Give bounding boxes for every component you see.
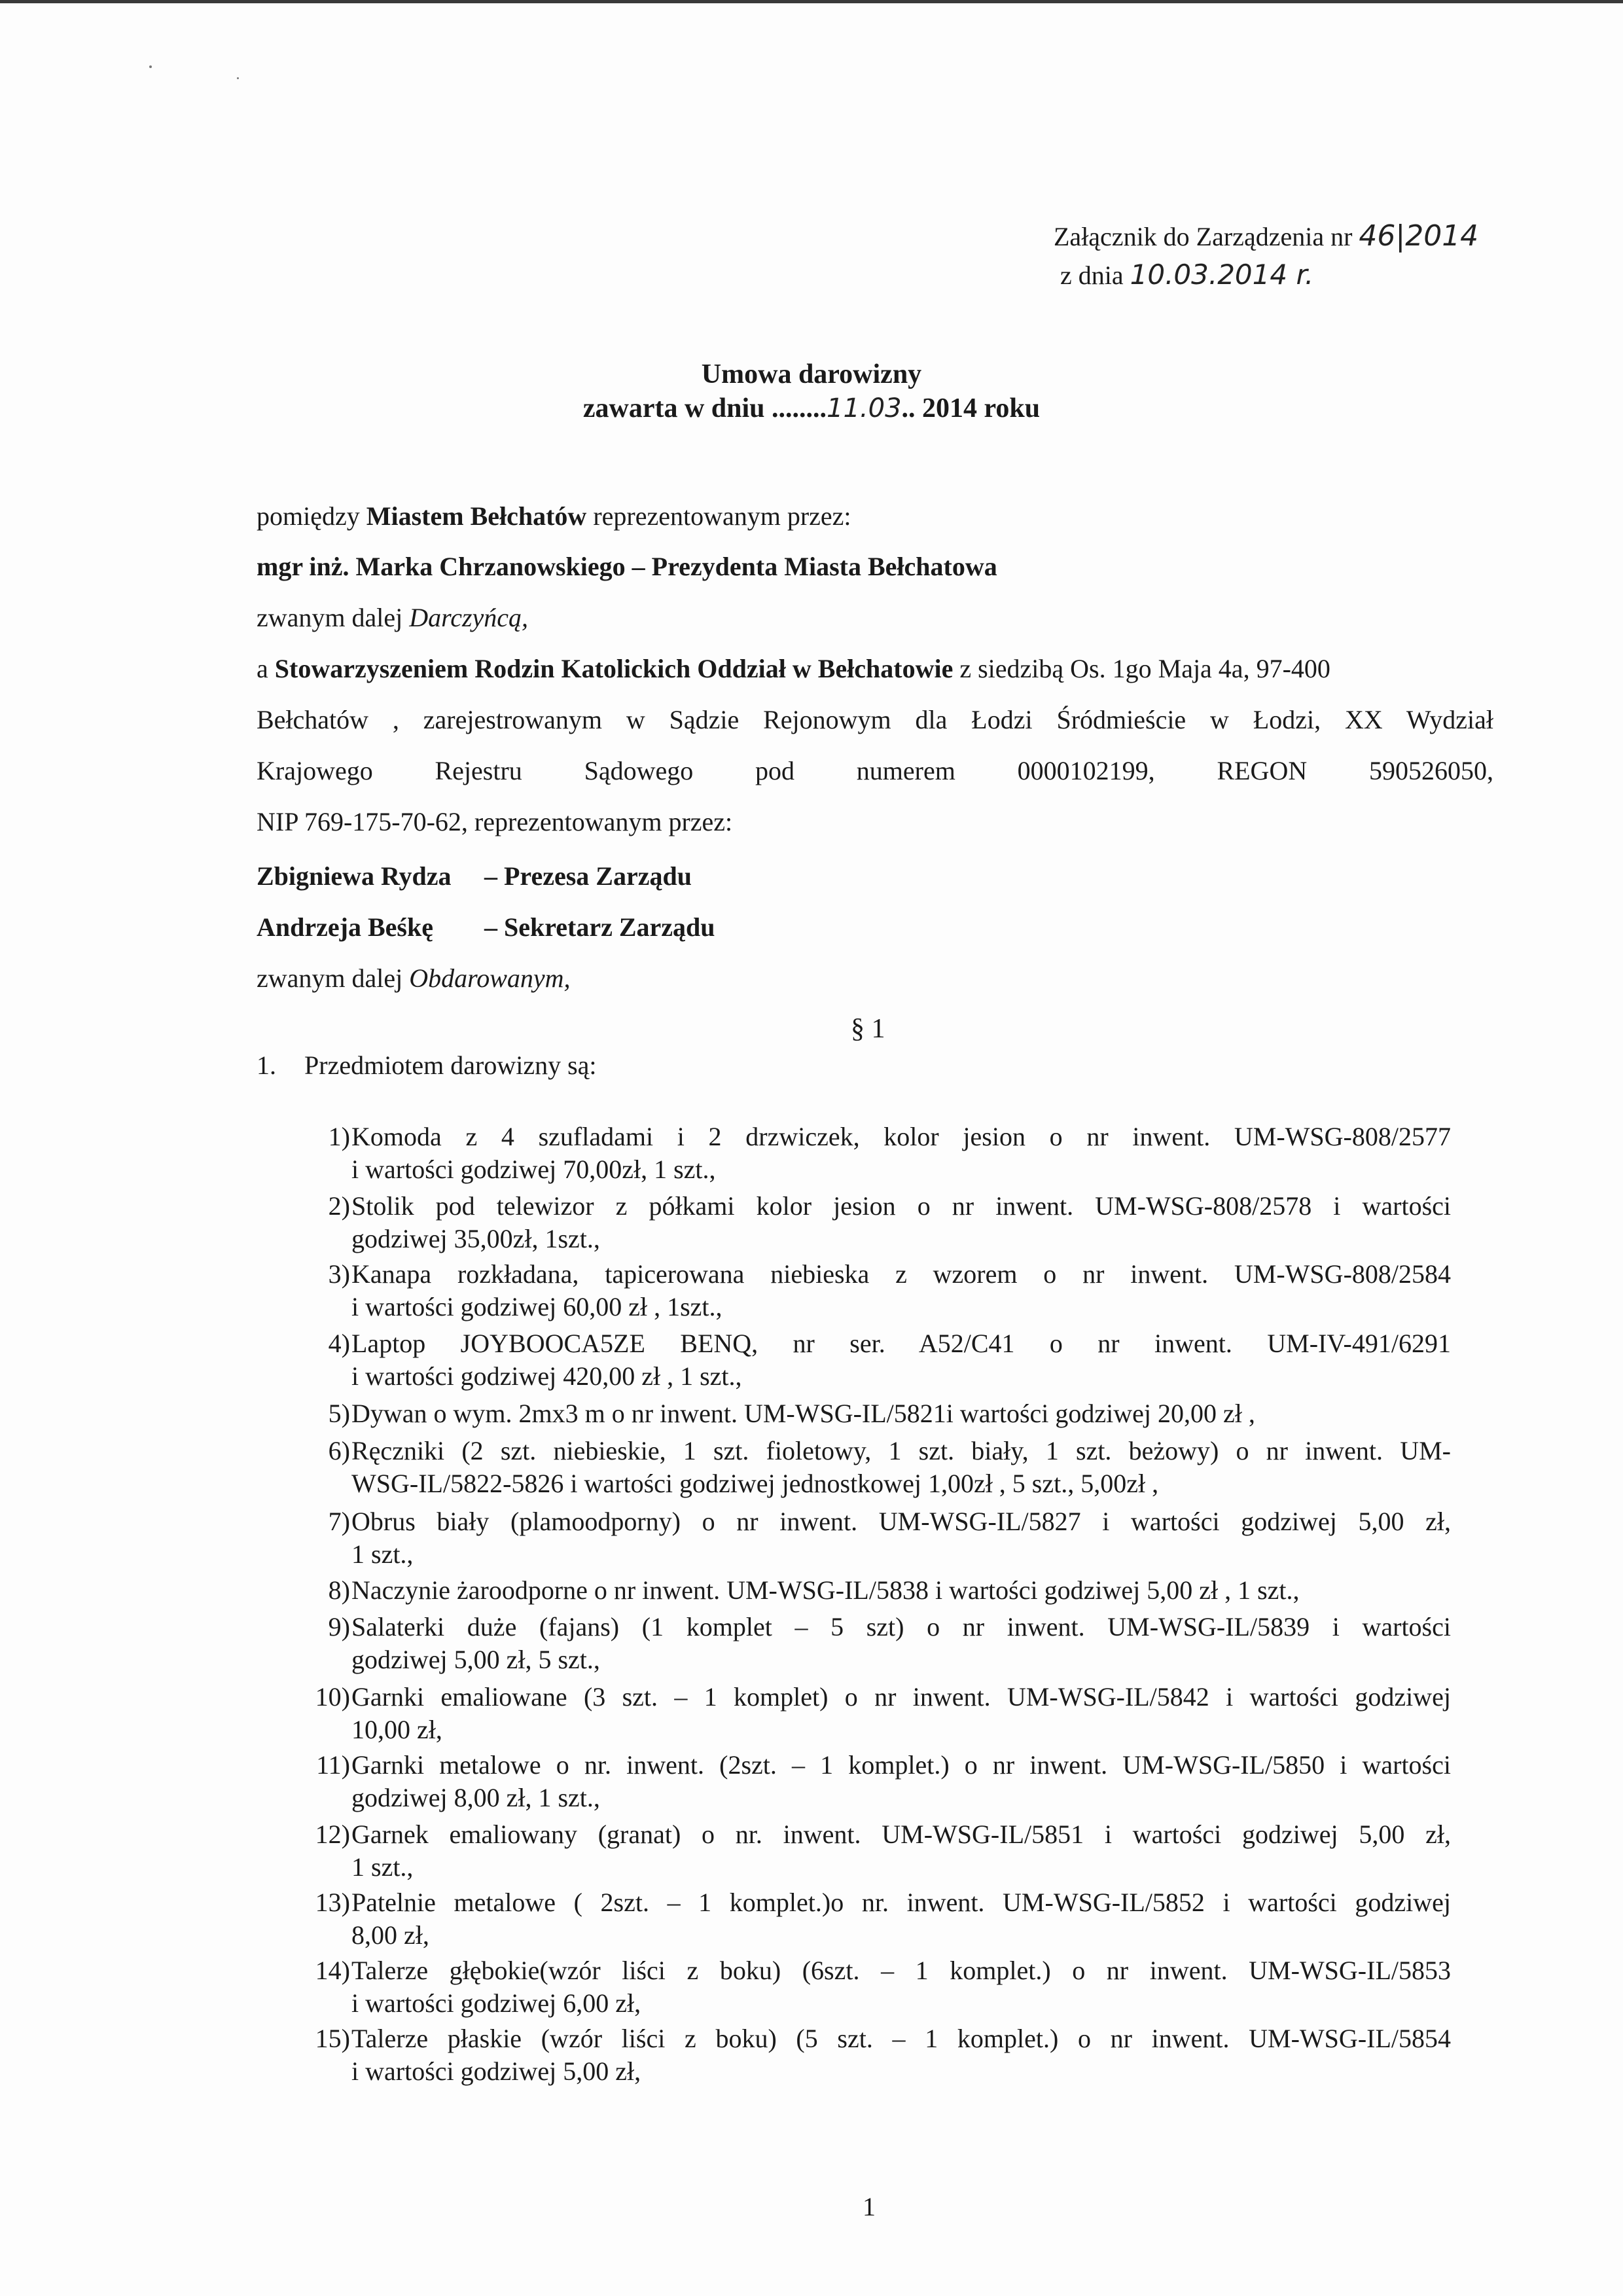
item-number: 8) <box>328 1575 350 1605</box>
point-text: Przedmiotem darowizny są: <box>304 1050 597 1080</box>
scan-speck <box>237 77 239 79</box>
annex-number: 46|2014 <box>1359 219 1479 253</box>
item-number: 13) <box>315 1888 350 1917</box>
item-number: 7) <box>328 1507 350 1536</box>
item-line-1: Naczynie żaroodporne o nr inwent. UM-WSG-IL/5838 i wartości godziwej 5,00 zł , 1 szt., <box>351 1575 1300 1605</box>
scan-speck <box>149 65 152 68</box>
item-line-2: 10,00 zł, <box>351 1715 442 1744</box>
item-line-1: Talerze głębokie(wzór liści z boku) (6szt. – 1 komplet.) o nr inwent. UM-WSG-IL/5853 <box>351 1956 1451 1985</box>
item-line-1: Ręczniki (2 szt. niebieskie, 1 szt. fioletowy, 1 szt. biały, 1 szt. beżowy) o nr inwent. UM- <box>351 1436 1451 1465</box>
item-number: 15) <box>315 2024 350 2053</box>
item-line-2: i wartości godziwej 420,00 zł , 1 szt., <box>351 1361 742 1391</box>
item-line-2: godziwej 35,00zł, 1szt., <box>351 1224 600 1253</box>
rep2-role: – Sekretarz Zarządu <box>484 912 715 942</box>
point-number: 1. <box>257 1050 276 1080</box>
item-text <box>351 1435 1451 1500</box>
item-line-2: i wartości godziwej 60,00 zł , 1szt., <box>351 1292 722 1321</box>
association-line-4: NIP 769-175-70-62, reprezentowanym przez: <box>257 807 733 836</box>
item-line-2: i wartości godziwej 70,00zł, 1 szt., <box>351 1155 716 1184</box>
donor-city: Miastem Bełchatów <box>366 501 587 531</box>
rep2-name: Andrzeja Beśkę <box>257 912 433 942</box>
donee-term: Obdarowanym, <box>409 963 571 993</box>
subtitle-suffix: 2014 roku <box>922 393 1041 423</box>
annex-date-label: z dnia <box>1060 260 1124 290</box>
item-text <box>351 1397 1451 1430</box>
document-title: Umowa darowizny <box>701 359 922 389</box>
item-number: 4) <box>328 1329 350 1358</box>
mayor-line: mgr inż. Marka Chrzanowskiego – Prezydenta Miasta Bełchatowa <box>257 552 997 581</box>
subtitle-prefix: zawarta w dniu <box>582 393 765 423</box>
item-number: 14) <box>315 1956 350 1985</box>
item-text <box>351 1327 1451 1393</box>
item-line-2: 1 szt., <box>351 1539 414 1569</box>
item-text <box>351 1121 1451 1186</box>
rep1-role: – Prezesa Zarządu <box>484 861 692 891</box>
item-line-2: i wartości godziwej 5,00 zł, <box>351 2056 641 2086</box>
item-number: 10) <box>315 1682 350 1712</box>
item-text <box>351 1190 1451 1255</box>
donor-called-line: zwanym dalej Darczyńcą, <box>257 603 529 632</box>
item-line-1: Garnki metalowe o nr. inwent. (2szt. – 1 komplet.) o nr inwent. UM-WSG-IL/5850 i wartości <box>351 1750 1451 1780</box>
rep1-name: Zbigniewa Rydza <box>257 861 452 891</box>
item-line-1: Garnek emaliowany (granat) o nr. inwent. UM-WSG-IL/5851 i wartości godziwej 5,00 zł, <box>351 1820 1451 1849</box>
item-line-1: Garnki emaliowane (3 szt. – 1 komplet) o nr inwent. UM-WSG-IL/5842 i wartości godziwej <box>351 1682 1451 1712</box>
item-number: 3) <box>328 1259 350 1289</box>
item-line-1: Talerze płaskie (wzór liści z boku) (5 szt. – 1 komplet.) o nr inwent. UM-WSG-IL/5854 <box>351 2024 1451 2053</box>
annex-label: Załącznik do Zarządzenia nr <box>1054 222 1353 251</box>
item-text <box>351 1505 1451 1571</box>
item-text <box>351 2022 1451 2088</box>
item-number: 9) <box>328 1612 350 1641</box>
item-text <box>351 1611 1451 1676</box>
section-symbol: § 1 <box>851 1014 885 1044</box>
association-name: Stowarzyszeniem Rodzin Katolickich Oddział w Bełchatowie <box>274 654 954 683</box>
donee-called-line: zwanym dalej Obdarowanym, <box>257 963 571 993</box>
association-line-2: Bełchatów , zarejestrowanym w Sądzie Rejonowym dla Łodzi Śródmieście w Łodzi, XX Wydział <box>257 705 1493 734</box>
item-text <box>351 1886 1451 1952</box>
annex-date-value: 10.03.2014 r. <box>1130 259 1314 291</box>
page-number: 1 <box>863 2192 876 2221</box>
item-text <box>351 1818 1451 1884</box>
item-line-1: Salaterki duże (fajans) (1 komplet – 5 szt) o nr inwent. UM-WSG-IL/5839 i wartości <box>351 1612 1451 1641</box>
item-text <box>351 1681 1451 1746</box>
between-line: pomiędzy Miastem Bełchatów reprezentowanym przez: <box>257 501 851 531</box>
item-text <box>351 1258 1451 1323</box>
item-number: 5) <box>328 1399 350 1428</box>
item-number: 2) <box>328 1191 350 1221</box>
item-text <box>351 1574 1451 1607</box>
item-line-2: 1 szt., <box>351 1852 414 1882</box>
association-line-3: Krajowego Rejestru Sądowego pod numerem 0000102199, REGON 590526050, <box>257 756 1493 785</box>
annex-line <box>1054 219 1478 253</box>
annex-date-line <box>1060 259 1313 291</box>
item-line-1: Kanapa rozkładana, tapicerowana niebieska z wzorem o nr inwent. UM-WSG-808/2584 <box>351 1259 1451 1289</box>
handwritten-date: 11.03 <box>827 393 902 423</box>
item-line-1: Komoda z 4 szufladami i 2 drzwiczek, kolor jesion o nr inwent. UM-WSG-808/2577 <box>351 1122 1451 1151</box>
document-subtitle: zawarta w dniu ........11.03.. 2014 roku <box>582 393 1041 423</box>
item-number: 12) <box>315 1820 350 1849</box>
item-line-2: WSG-IL/5822-5826 i wartości godziwej jednostkowej 1,00zł , 5 szt., 5,00zł , <box>351 1469 1159 1498</box>
scan-edge <box>0 0 1623 3</box>
item-line-1: Patelnie metalowe ( 2szt. – 1 komplet.)o nr. inwent. UM-WSG-IL/5852 i wartości godziwej <box>351 1888 1451 1917</box>
item-text <box>351 1954 1451 2020</box>
item-line-1: Obrus biały (plamoodporny) o nr inwent. UM-WSG-IL/5827 i wartości godziwej 5,00 zł, <box>351 1507 1451 1536</box>
item-number: 6) <box>328 1436 350 1465</box>
item-text <box>351 1749 1451 1814</box>
item-number: 11) <box>316 1750 350 1780</box>
item-number: 1) <box>328 1122 350 1151</box>
donor-term: Darczyńcą, <box>409 603 529 632</box>
item-line-2: godziwej 8,00 zł, 1 szt., <box>351 1783 600 1812</box>
item-line-2: i wartości godziwej 6,00 zł, <box>351 1988 641 2018</box>
item-line-1: Dywan o wym. 2mx3 m o nr inwent. UM-WSG-IL/5821i wartości godziwej 20,00 zł , <box>351 1399 1255 1428</box>
association-line: a Stowarzyszeniem Rodzin Katolickich Oddział w Bełchatowie z siedzibą Os. 1go Maja 4a, 97-400 <box>257 654 1330 683</box>
item-line-2: godziwej 5,00 zł, 5 szt., <box>351 1645 600 1674</box>
item-line-1: Laptop JOYBOOCA5ZE BENQ, nr ser. A52/C41 o nr inwent. UM-IV-491/6291 <box>351 1329 1451 1358</box>
item-line-2: 8,00 zł, <box>351 1920 429 1950</box>
item-line-1: Stolik pod telewizor z półkami kolor jesion o nr inwent. UM-WSG-808/2578 i wartości <box>351 1191 1451 1221</box>
